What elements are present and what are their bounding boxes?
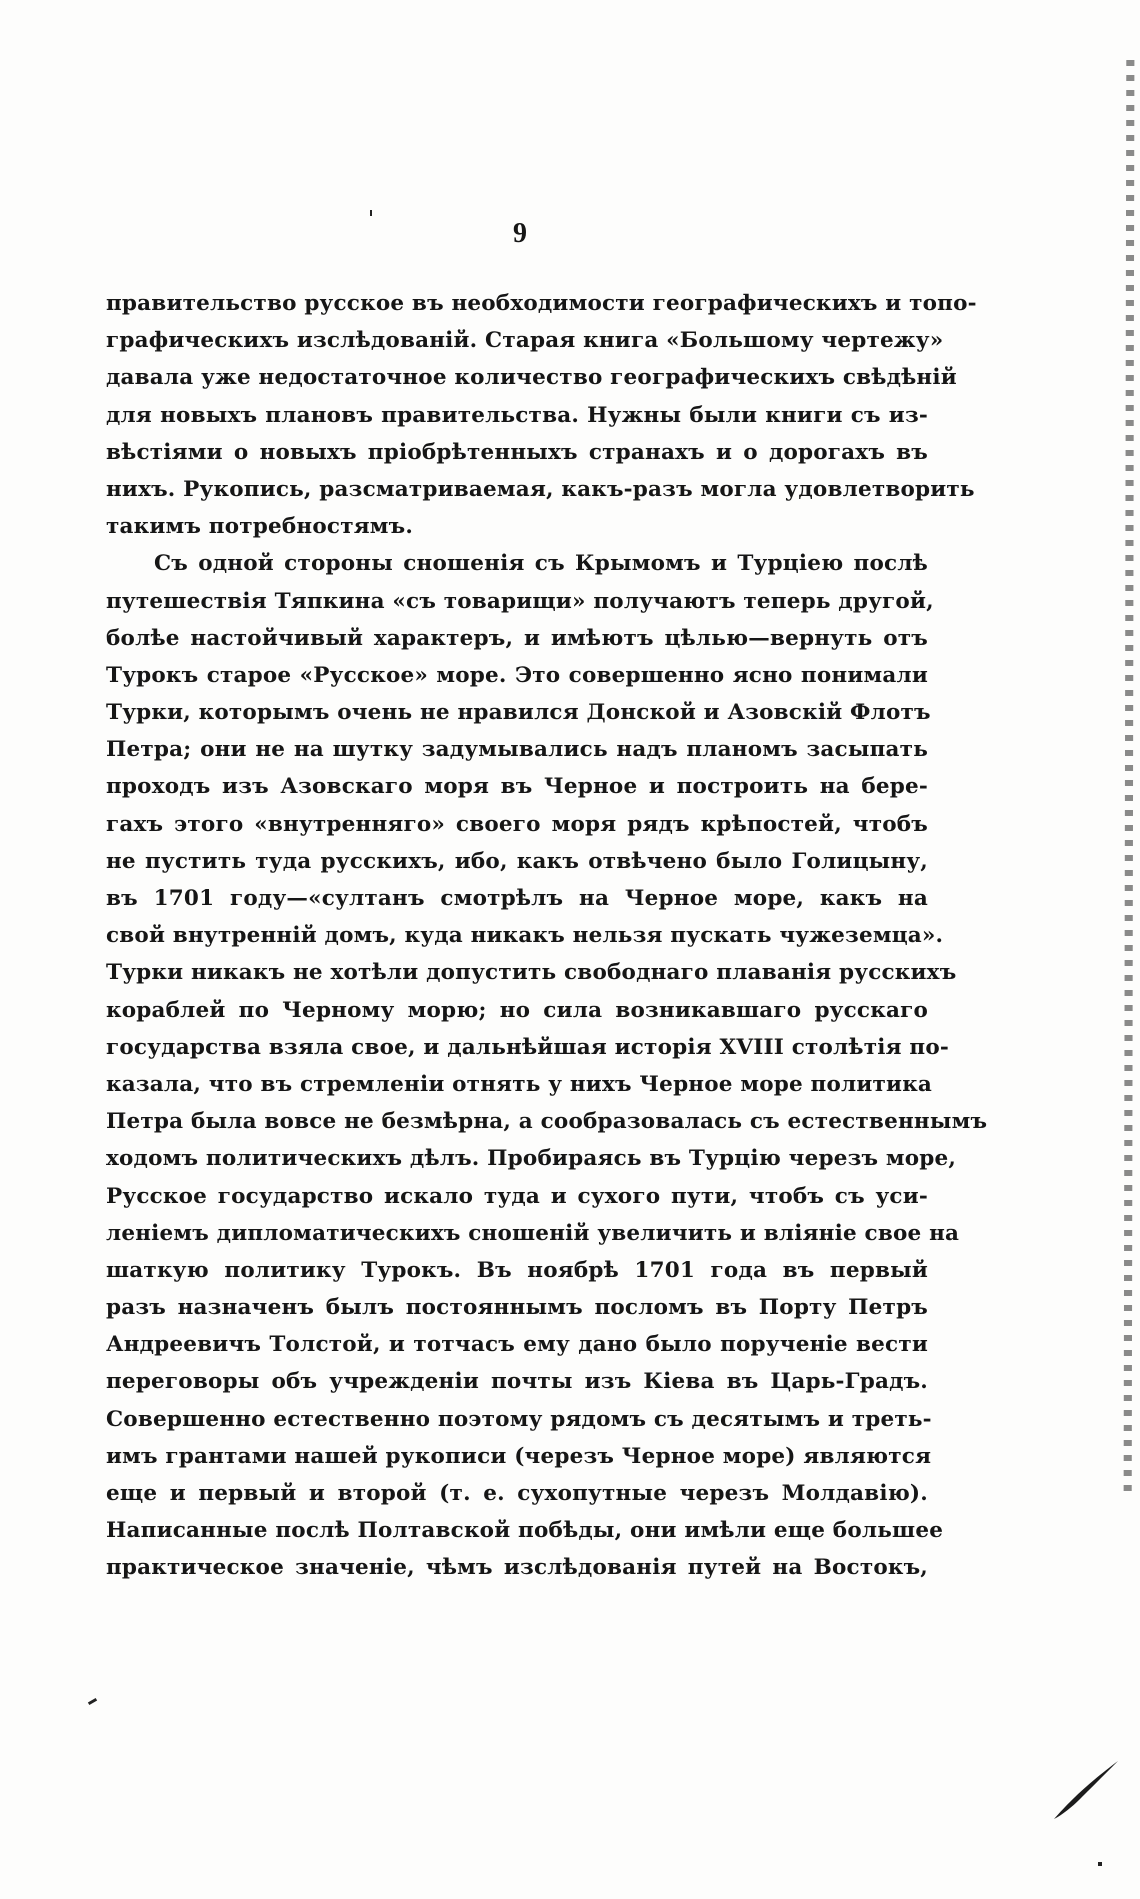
pen-stroke-mark xyxy=(1050,1755,1122,1825)
page-number: 9 xyxy=(513,218,527,249)
text-line: Петра была вовсе не безмѣрна, а сообразовалась съ естественнымъ xyxy=(106,1109,988,1135)
text-line: нихъ. Рукопись, разсматриваемая, какъ-разъ могла удовлетворить xyxy=(106,476,975,502)
text-line: казала, что въ стремленіи отнять у нихъ Черное море политика xyxy=(106,1071,933,1097)
right-margin-scan-artifact xyxy=(1120,60,1138,1500)
text-line: Русское государство искало туда и сухого пути, чтобъ съ уси- xyxy=(106,1183,928,1209)
text-line: свой внутренній домъ, куда никакъ нельзя пускать чужеземца». xyxy=(106,923,944,949)
text-line: проходъ изъ Азовскаго моря въ Черное и построить на бере- xyxy=(106,774,928,800)
text-line: для новыхъ плановъ правительства. Нужны были книги съ из- xyxy=(106,402,928,428)
text-line: еще и первый и второй (т. е. сухопутные черезъ Молдавію). xyxy=(106,1481,928,1506)
text-line: Андреевичъ Толстой, и тотчасъ ему дано было порученіе вести xyxy=(106,1332,928,1358)
text-line: давала уже недостаточное количество географическихъ свѣдѣній xyxy=(106,365,957,391)
text-line: гахъ этого «внутренняго» своего моря рядъ крѣпостей, чтобъ xyxy=(106,811,928,837)
text-line: имъ грантами нашей рукописи (черезъ Черное море) являются xyxy=(106,1443,932,1469)
text-line: Турки, которымъ очень не нравился Донской и Азовскій Флотъ xyxy=(106,700,931,726)
ink-speck xyxy=(370,210,372,216)
body-text xyxy=(106,285,988,1587)
text-line: Съ одной стороны сношенія съ Крымомъ и Турціею послѣ xyxy=(154,551,928,577)
text-line: Петра; они не на шутку задумывались надъ планомъ засыпать xyxy=(106,737,928,763)
text-line: болѣе настойчивый характеръ, и имѣютъ цѣлью—вернуть отъ xyxy=(106,625,928,651)
text-line: Турки никакъ не хотѣли допустить свободнаго плаванія русскихъ xyxy=(106,960,957,986)
text-line: государства взяла свое, и дальнѣйшая исторія XVIII столѣтія по- xyxy=(106,1034,949,1060)
ink-speck xyxy=(1098,1862,1102,1866)
paragraph-1 xyxy=(106,285,977,545)
text-line: путешествія Тяпкина «съ товарищи» получаютъ теперь другой, xyxy=(106,588,934,614)
ink-speck xyxy=(88,1698,97,1705)
text-line: правительство русское въ необходимости географическихъ и топо- xyxy=(106,291,977,316)
text-line: леніемъ дипломатическихъ сношеній увеличить и вліяніе свое на xyxy=(106,1220,960,1246)
text-line: вѣстіями о новыхъ пріобрѣтенныхъ странахъ и о дорогахъ въ xyxy=(106,439,928,465)
text-line: переговоры объ учрежденіи почты изъ Кіева въ Царь-Градъ. xyxy=(106,1369,928,1395)
text-line: Написанные послѣ Полтавской побѣды, они имѣли еще большее xyxy=(106,1518,944,1544)
paragraph-2 xyxy=(106,545,988,1586)
text-line: Турокъ старое «Русское» море. Это совершенно ясно понимали xyxy=(106,662,928,688)
text-line: ходомъ политическихъ дѣлъ. Пробираясь въ Турцію черезъ море, xyxy=(106,1146,957,1172)
text-line: разъ назначенъ былъ постояннымъ посломъ въ Порту Петръ xyxy=(106,1295,928,1321)
text-line: графическихъ изслѣдованій. Старая книга «Большому чертежу» xyxy=(106,328,944,354)
text-line: шаткую политику Турокъ. Въ ноябрѣ 1701 года въ первый xyxy=(106,1257,928,1283)
text-line: не пустить туда русскихъ, ибо, какъ отвѣчено было Голицыну, xyxy=(106,848,928,874)
text-line: кораблей по Черному морю; но сила возникавшаго русскаго xyxy=(106,997,928,1023)
text-line: въ 1701 году—«султанъ смотрѣлъ на Черное море, какъ на xyxy=(106,886,928,911)
text-line: Совершенно естественно поэтому рядомъ съ десятымъ и треть- xyxy=(106,1406,932,1432)
text-line: такимъ потребностямъ. xyxy=(106,514,414,540)
text-line: практическое значеніе, чѣмъ изслѣдованія путей на Востокъ, xyxy=(106,1555,928,1581)
